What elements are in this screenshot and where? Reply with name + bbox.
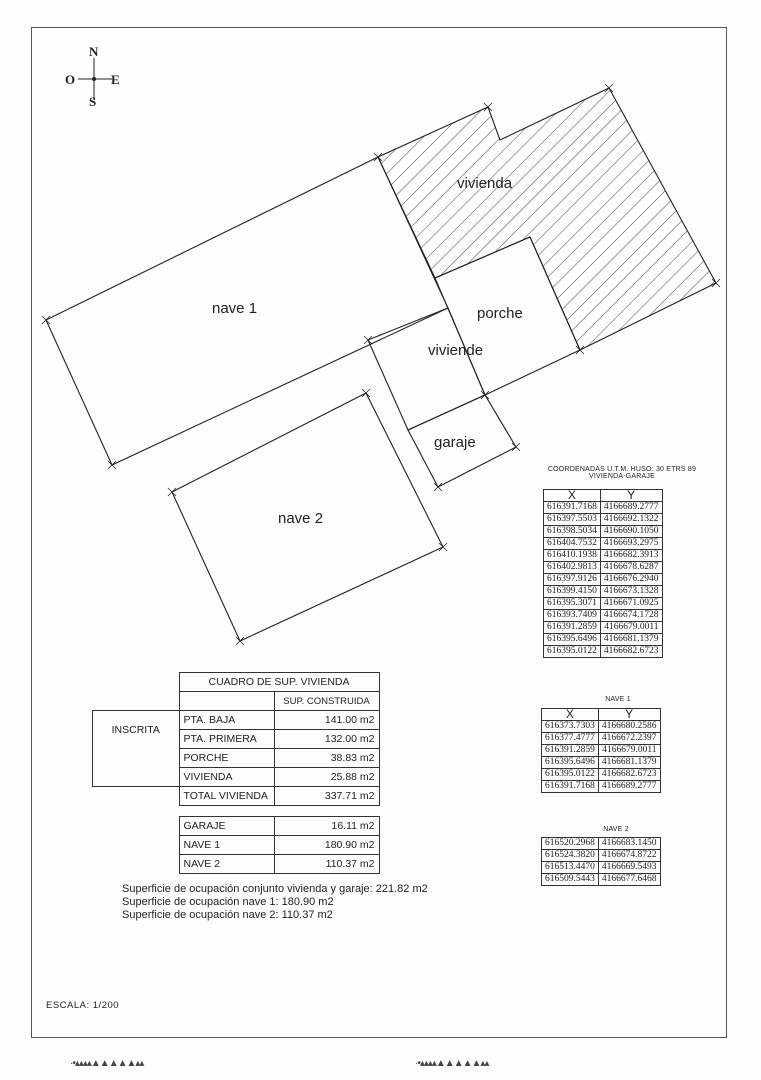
coord-row <box>544 598 663 610</box>
coord-y: 4166672.2397 <box>598 733 660 745</box>
compass-s: S <box>89 94 97 109</box>
coord-header-y: Y <box>600 490 662 502</box>
compass-n: N <box>89 44 99 59</box>
coord-y: 4166674.8722 <box>598 850 660 862</box>
coord-x: 616402.9813 <box>544 562 601 574</box>
vivienda-lower-outline <box>368 308 485 430</box>
coord-x: 616395.3071 <box>544 598 601 610</box>
compass-o: O <box>65 72 76 87</box>
coord-row <box>542 850 661 862</box>
area-row-name: VIVIENDA <box>179 768 274 787</box>
coords-main-subtitle: VIVIENDA-GARAJE <box>588 473 655 480</box>
coord-x: 616404.7532 <box>544 538 601 550</box>
other-row-value: 16.11 m2 <box>274 817 379 836</box>
label-vivienda-lower: viviende <box>428 342 484 359</box>
coord-y: 4166676.2940 <box>600 574 662 586</box>
other-row-value: 180.90 m2 <box>274 836 379 855</box>
coord-x: 616520.2968 <box>542 838 599 850</box>
coord-row <box>544 646 663 658</box>
coord-row <box>542 745 661 757</box>
area-row-value: 25.88 m2 <box>274 768 379 787</box>
compass-rose <box>65 44 120 109</box>
coord-row <box>542 862 661 874</box>
area-table <box>92 672 380 874</box>
coord-x: 616393.7409 <box>544 610 601 622</box>
coord-x: 616391.7168 <box>542 781 599 793</box>
coord-y: 4166679.0011 <box>600 622 662 634</box>
coord-y: 4166682.6723 <box>598 769 660 781</box>
coords-main-title <box>522 466 722 480</box>
vivienda-hatched-area <box>378 88 716 350</box>
occupancy-line: Superficie de ocupación nave 2: 110.37 m2 <box>122 909 333 921</box>
coord-row <box>544 538 663 550</box>
coord-x: 616395.0122 <box>542 769 599 781</box>
coord-row <box>544 622 663 634</box>
coord-x: 616391.2859 <box>544 622 601 634</box>
label-garaje: garaje <box>434 434 476 451</box>
coord-x: 616395.6496 <box>542 757 599 769</box>
coord-x: 616391.2859 <box>542 745 599 757</box>
coord-row <box>544 526 663 538</box>
coord-x: 616373.7303 <box>542 721 599 733</box>
occupancy-summary <box>122 883 428 922</box>
area-row-name: PORCHE <box>179 749 274 768</box>
coord-x: 616398.5034 <box>544 526 601 538</box>
coord-y: 4166689.2777 <box>600 502 662 514</box>
coord-y: 4166680.2586 <box>598 721 660 733</box>
coord-row <box>542 874 661 886</box>
coord-y: 4166673.1328 <box>600 586 662 598</box>
group-label: INSCRITA <box>93 711 180 749</box>
coord-y: 4166689.2777 <box>598 781 660 793</box>
area-row-value: 38.83 m2 <box>274 749 379 768</box>
coord-row <box>544 574 663 586</box>
coord-x: 616395.6496 <box>544 634 601 646</box>
coord-header-x: X <box>544 490 601 502</box>
coord-header-y: Y <box>598 709 660 721</box>
label-nave2: nave 2 <box>278 510 324 527</box>
label-nave1: nave 1 <box>212 300 258 317</box>
coord-y: 4166690.1050 <box>600 526 662 538</box>
coord-row <box>542 838 661 850</box>
coords-nave2-title: NAVE 2 <box>603 826 629 833</box>
coord-x: 616397.5503 <box>544 514 601 526</box>
coord-y: 4166692.1322 <box>600 514 662 526</box>
area-row-value: 132.00 m2 <box>274 730 379 749</box>
coords-main-table <box>543 489 663 658</box>
area-row-name: PTA. PRIMERA <box>179 730 274 749</box>
label-vivienda-upper: vivienda <box>457 175 513 192</box>
scale-label: ESCALA: 1/200 <box>46 1000 120 1011</box>
coord-x: 616524.3820 <box>542 850 599 862</box>
coord-x: 616509.5443 <box>542 874 599 886</box>
coord-x: 616410.1938 <box>544 550 601 562</box>
coord-x: 616513.4470 <box>542 862 599 874</box>
other-row-value: 110.37 m2 <box>274 855 379 874</box>
coord-row <box>544 550 663 562</box>
coord-y: 4166678.6287 <box>600 562 662 574</box>
scan-artifact: ·•▴▴▴▴▲▲▲▲▲▴▴ <box>70 1058 144 1069</box>
coord-row <box>544 634 663 646</box>
coords-nave1-table <box>541 708 661 793</box>
coord-row <box>542 757 661 769</box>
occupancy-line: Superficie de ocupación conjunto vivienda y garaje: 221.82 m2 <box>122 883 428 895</box>
coord-row <box>542 769 661 781</box>
scan-artifact: ·•▴▴▴▴▲▲▲▲▲▴▴ <box>415 1058 489 1069</box>
coord-header-x: X <box>542 709 599 721</box>
coord-row <box>542 733 661 745</box>
coord-x: 616397.9126 <box>544 574 601 586</box>
coord-x: 616377.4777 <box>542 733 599 745</box>
coord-y: 4166683.1450 <box>598 838 660 850</box>
coord-row <box>544 610 663 622</box>
coord-x: 616395.0122 <box>544 646 601 658</box>
coord-x: 616399.4150 <box>544 586 601 598</box>
coord-y: 4166682.3913 <box>600 550 662 562</box>
occupancy-line: Superficie de ocupación nave 1: 180.90 m2 <box>122 896 334 908</box>
coord-y: 4166677.6468 <box>598 874 660 886</box>
label-porche: porche <box>477 305 523 322</box>
coord-y: 4166681.1379 <box>600 634 662 646</box>
coord-y: 4166693.2975 <box>600 538 662 550</box>
coord-row <box>542 781 661 793</box>
coord-row <box>544 586 663 598</box>
coord-y: 4166674.1728 <box>600 610 662 622</box>
coord-y: 4166669.5493 <box>598 862 660 874</box>
coord-row <box>544 514 663 526</box>
coords-nave2-table <box>541 837 661 886</box>
coord-row <box>544 502 663 514</box>
coords-main-title-text: COORDENADAS U.T.M. HUSO: 30 ETRS 89 <box>547 466 697 473</box>
coord-y: 4166671.0925 <box>600 598 662 610</box>
other-row-name: NAVE 1 <box>179 836 274 855</box>
coords-nave1-title: NAVE 1 <box>605 696 631 703</box>
compass-e: E <box>111 72 120 87</box>
area-table-title: CUADRO DE SUP. VIVIENDA <box>179 673 379 692</box>
area-row-value: 141.00 m2 <box>274 711 379 730</box>
other-row-name: GARAJE <box>179 817 274 836</box>
area-row-name: PTA. BAJA <box>179 711 274 730</box>
other-row-name: NAVE 2 <box>179 855 274 874</box>
area-row-name: TOTAL VIVIENDA <box>179 787 274 806</box>
area-col-header: SUP. CONSTRUIDA <box>274 692 379 711</box>
coord-row <box>544 562 663 574</box>
coord-row <box>542 721 661 733</box>
coord-y: 4166681.1379 <box>598 757 660 769</box>
coord-x: 616391.7168 <box>544 502 601 514</box>
area-row-value: 337.71 m2 <box>274 787 379 806</box>
coord-y: 4166682.6723 <box>600 646 662 658</box>
coord-y: 4166679.0011 <box>598 745 660 757</box>
